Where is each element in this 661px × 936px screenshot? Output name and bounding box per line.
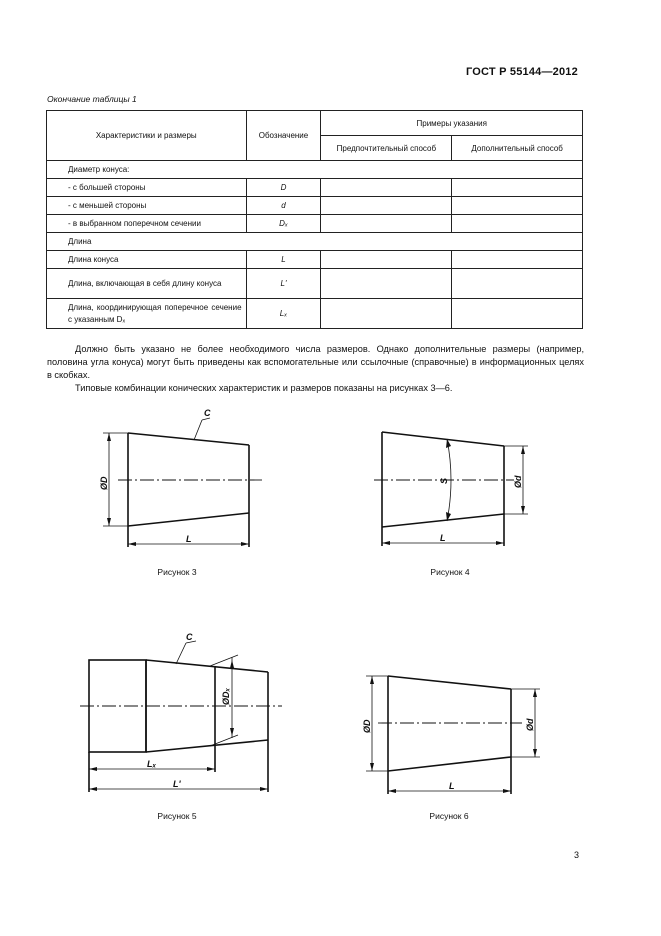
header-examples: Примеры указания: [321, 111, 583, 136]
row-label: - с меньшей стороны: [47, 197, 247, 215]
row-symbol: L: [246, 251, 321, 269]
row-label: - с большей стороны: [47, 179, 247, 197]
row-label: - в выбранном поперечном сечении: [47, 215, 247, 233]
fig3-label-l: L: [186, 534, 192, 544]
fig5-label-c: C: [186, 632, 193, 642]
row-symbol: d: [246, 197, 321, 215]
fig6-label-d1: ØD: [362, 719, 372, 733]
fig4-label-s: S: [439, 477, 449, 484]
header-additional: Дополнительный способ: [452, 136, 583, 161]
fig5-label-lp: L': [173, 779, 181, 789]
row-symbol: Lₓ: [246, 299, 321, 329]
paragraph-figures-ref: Типовые комбинации конических характеристик и размеров показаны на рисунках 3—6.: [75, 383, 453, 393]
fig5-label-lx: Lₓ: [147, 759, 157, 769]
fig5-label-dx: ØDₓ: [221, 687, 231, 705]
fig4-label-d: Ød: [513, 475, 523, 488]
paragraph-dimensions-note: Должно быть указано не более необходимого числа размеров. Однако дополнительные размеры (например, половина угла конуса) могут быть приведены как вспомогательные или ссылочные (справочные) в информационных целях в скобках.: [47, 344, 584, 380]
header-characteristic: Характеристики и размеры: [47, 111, 247, 161]
fig6-label-d2: Ød: [525, 718, 535, 731]
row-symbol: D: [246, 179, 321, 197]
table-caption: Окончание таблицы 1: [47, 94, 137, 104]
fig3-label-c: C: [204, 408, 211, 418]
fig4-label-l: L: [440, 533, 446, 543]
row-label: Длина: [47, 233, 583, 251]
row-label: Длина, координирующая поперечное сечение с указанным Dₓ: [47, 299, 247, 329]
row-label: Длина конуса: [47, 251, 247, 269]
figure-3-caption: Рисунок 3: [157, 567, 197, 577]
row-symbol: L': [246, 269, 321, 299]
row-label: Диаметр конуса:: [47, 161, 583, 179]
fig3-label-d: ØD: [99, 476, 109, 490]
figure-5-caption: Рисунок 5: [157, 811, 197, 821]
fig6-label-l: L: [449, 781, 455, 791]
standard-number: ГОСТ Р 55144—2012: [466, 66, 578, 78]
figure-4-caption: Рисунок 4: [430, 567, 470, 577]
page-number: 3: [574, 850, 580, 860]
header-preferred: Предпочтительный способ: [321, 136, 452, 161]
header-designation: Обозначение: [246, 111, 321, 161]
row-symbol: Dₓ: [246, 215, 321, 233]
row-label: Длина, включающая в себя длину конуса: [47, 269, 247, 299]
figure-6-caption: Рисунок 6: [429, 811, 469, 821]
